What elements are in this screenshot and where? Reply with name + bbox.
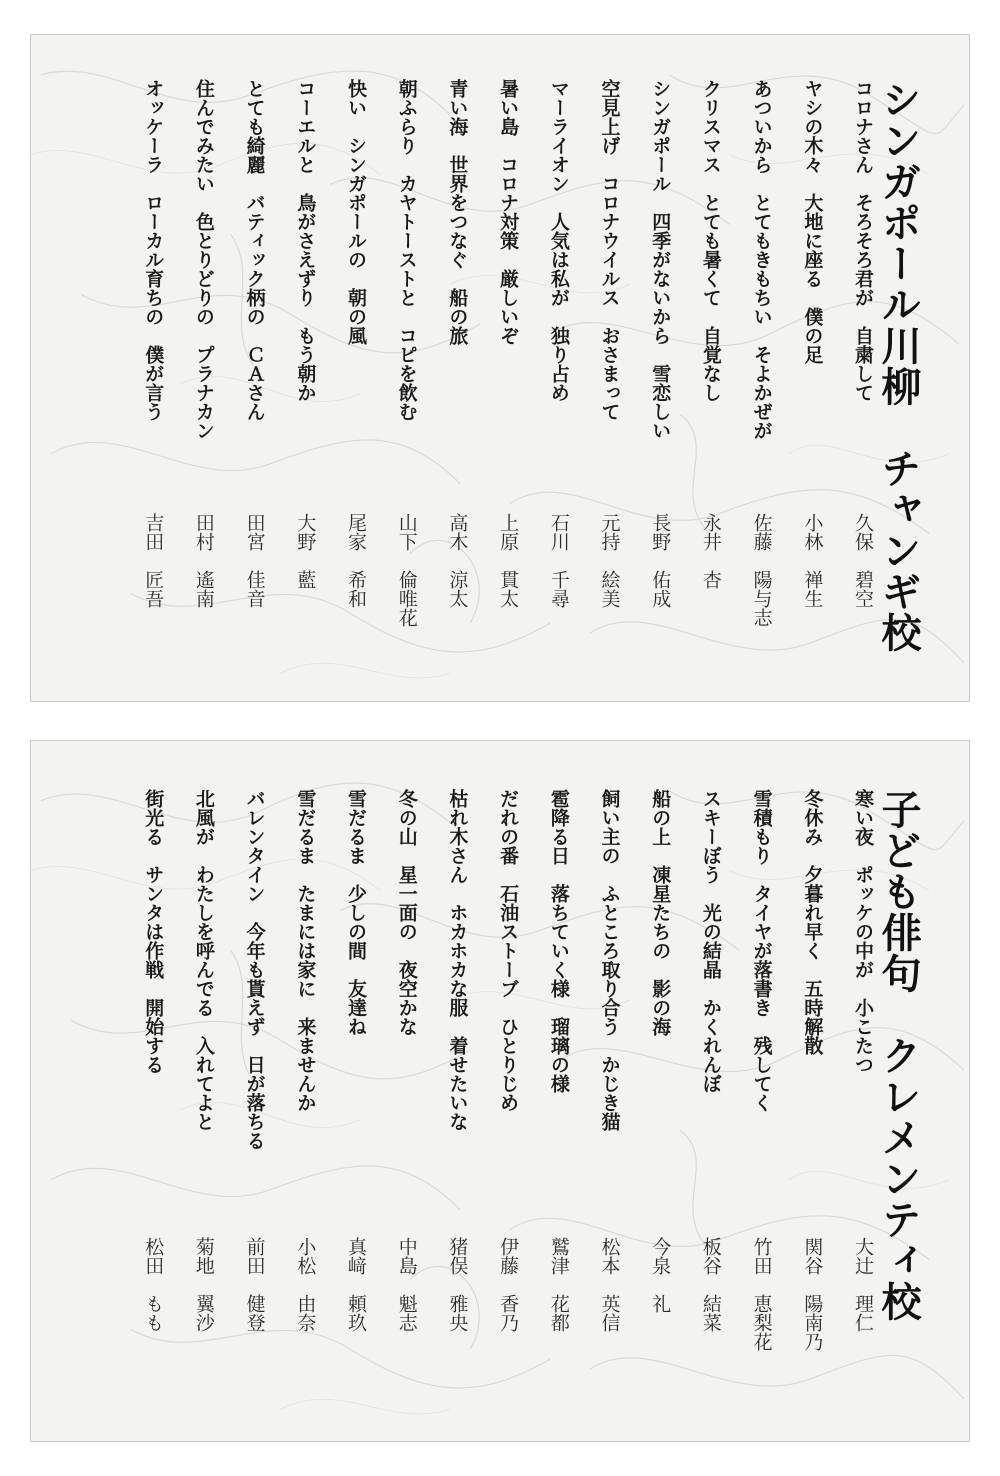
poem-text: 冬の山 星一面の 夜空かな <box>395 789 418 1036</box>
poem-text: とても綺麗 バティック柄の ＣＡさん <box>243 79 266 421</box>
author-name: 大辻 理仁 <box>852 1237 874 1332</box>
poem-text: だれの番 石油ストーブ ひとりじめ <box>497 789 520 1112</box>
poem-text: クリスマス とても暑くて 自覚なし <box>699 79 722 402</box>
author-name: 山下 倫唯花 <box>395 513 418 627</box>
author-name: 石川 千尋 <box>547 513 570 608</box>
poem-text: 暑い島 コロナ対策 厳しいぞ <box>497 79 520 345</box>
author-name: 竹田 恵梨花 <box>750 1237 773 1351</box>
poem-text: 雪だるま 少しの間 友達ね <box>345 789 367 1036</box>
poem-text: 寒い夜 ポッケの中が 小こたつ <box>852 789 874 1074</box>
poem-text: 朝ふらり カヤトーストと コピを飲む <box>395 79 418 421</box>
poem-text: 雹降る日 落ちていく様 瑠璃の様 <box>547 789 570 1093</box>
section-title: 子ども俳句 クレメンティ校 <box>875 789 922 1322</box>
author-name: 佐藤 陽与志 <box>750 513 773 627</box>
poem-text: 北風が わたしを呼んでる 入れてよと <box>192 789 215 1131</box>
poem-text: コーエルと 鳥がさえずり もう朝か <box>294 79 317 402</box>
author-name: 田村 遙南 <box>192 513 215 608</box>
author-name: 猪俣 雅央 <box>446 1237 469 1332</box>
poem-text: 住んでみたい 色とりどりの プラナカン <box>192 79 215 440</box>
poem-text: シンガポール 四季がないから 雪恋しい <box>649 79 672 440</box>
poem-text: あついから とてもきもちい そよかぜが <box>750 79 773 440</box>
poem-text: オッケーラ ローカル育ちの 僕が言う <box>142 79 165 421</box>
author-name: 高木 涼太 <box>446 513 469 608</box>
author-name: 長野 佑成 <box>649 513 672 608</box>
author-name: 今泉 礼 <box>649 1237 672 1313</box>
author-name: 久保 碧空 <box>852 513 874 608</box>
poem-text: ヤシの木々 大地に座る 僕の足 <box>801 79 824 364</box>
author-name: 永井 杏 <box>699 513 722 589</box>
poem-text: 雪積もり タイヤが落書き 残してく <box>750 789 773 1112</box>
poem-text: 冬休み 夕暮れ早く 五時解散 <box>801 789 824 1055</box>
poem-text: 雪だるま たまには家に 来ませんか <box>294 789 317 1112</box>
poem-text: マーライオン 人気は私が 独り占め <box>547 79 570 402</box>
author-name: 板谷 結菜 <box>699 1237 722 1332</box>
author-name: 吉田 匠吾 <box>142 513 165 608</box>
author-name: 関谷 陽南乃 <box>801 1237 824 1351</box>
poem-text: 枯れ木さん ホカホカな服 着せたいな <box>446 789 469 1131</box>
author-name: 松田 もも <box>142 1237 165 1332</box>
author-name: 前田 健登 <box>243 1237 266 1332</box>
senryu-card-changi <box>30 34 970 702</box>
poem-text: バレンタイン 今年も貰えず 日が落ちる <box>243 789 266 1150</box>
author-name: 小松 由奈 <box>294 1237 317 1332</box>
author-name: 小林 禅生 <box>801 513 824 608</box>
poem-text: コロナさん そろそろ君が 自粛して <box>852 79 874 402</box>
author-name: 田宮 佳音 <box>243 513 266 608</box>
author-name: 元持 絵美 <box>598 513 621 608</box>
poem-text: スキーぼう 光の結晶 かくれんぼ <box>699 789 722 1093</box>
author-name: 菊地 翼沙 <box>192 1237 215 1332</box>
author-name: 尾家 希和 <box>345 513 367 608</box>
author-name: 鷲津 花都 <box>547 1237 570 1332</box>
poem-text: 街光る サンタは作戦 開始する <box>142 789 165 1074</box>
author-name: 松本 英信 <box>598 1237 621 1332</box>
poem-text: 空見上げ コロナウイルス おさまって <box>598 79 621 421</box>
author-name: 真﨑 頼玖 <box>345 1237 367 1332</box>
author-name: 伊藤 香乃 <box>497 1237 520 1332</box>
author-name: 大野 藍 <box>294 513 317 589</box>
author-name: 上原 貫太 <box>497 513 520 608</box>
poem-text: 船の上 凍星たちの 影の海 <box>649 789 672 1036</box>
author-name: 中島 魁志 <box>395 1237 418 1332</box>
section-title: シンガポール川柳 チャンギ校 <box>875 79 922 653</box>
haiku-card-clementi <box>30 740 970 1442</box>
poem-text: 飼い主の ふところ取り合う かじき猫 <box>598 789 621 1131</box>
poem-text: 快い シンガポールの 朝の風 <box>345 79 367 345</box>
poem-text: 青い海 世界をつなぐ 船の旅 <box>446 79 469 345</box>
